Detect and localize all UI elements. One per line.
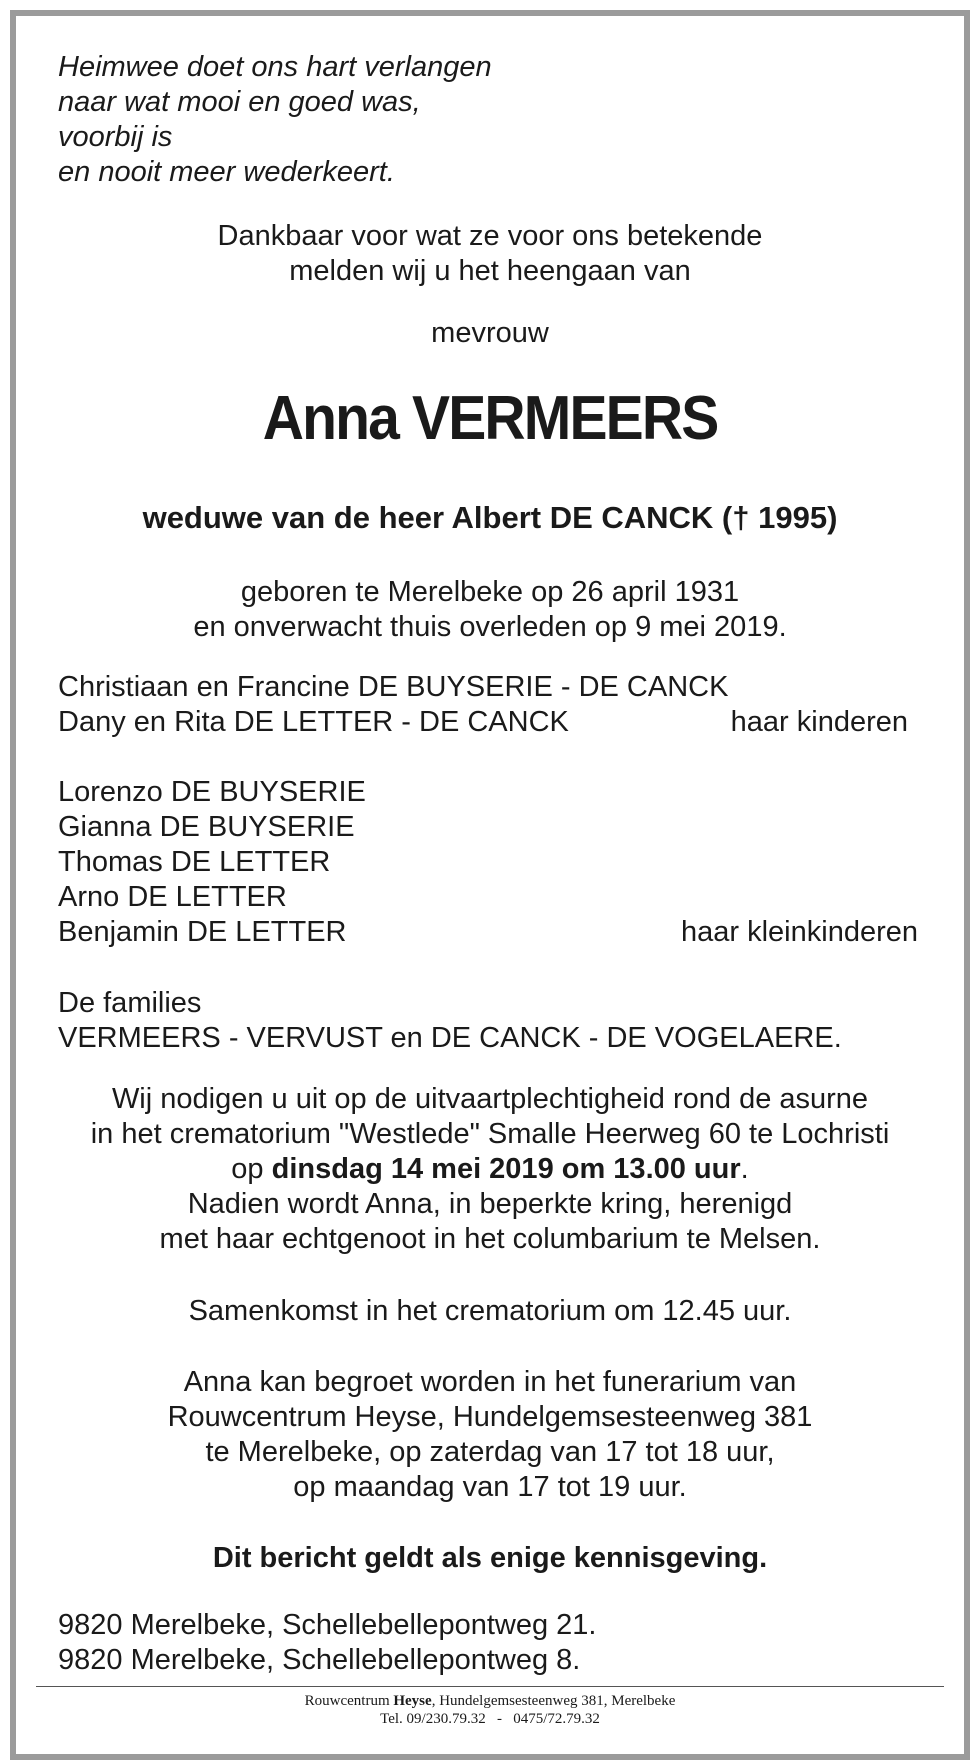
visitation xyxy=(0,1365,980,1505)
grandchild-name: Gianna DE BUYSERIE xyxy=(58,811,355,843)
address-line: 9820 Merelbeke, Schellebellepontweg 8. xyxy=(58,1644,581,1676)
visitation-line: Rouwcentrum Heyse, Hundelgemsesteenweg 381 xyxy=(167,1401,813,1433)
families-heading: De families xyxy=(58,987,202,1019)
footer xyxy=(0,1692,980,1728)
visitation-line: Anna kan begroet worden in het funerarium van xyxy=(183,1366,797,1398)
ceremony xyxy=(0,1082,980,1257)
intro-line: melden wij u het heengaan van xyxy=(289,255,691,287)
title-prefix: mevrouw xyxy=(431,317,549,349)
deceased-name-wrap xyxy=(0,382,980,456)
address-line: 9820 Merelbeke, Schellebellepontweg 21. xyxy=(58,1609,597,1641)
child-name: Christiaan en Francine DE BUYSERIE - DE CANCK xyxy=(58,671,729,703)
poem-line: Heimwee doet ons hart verlangen xyxy=(58,51,492,83)
footer-prefix: Rouwcentrum xyxy=(304,1693,394,1709)
grandchild-name: Arno DE LETTER xyxy=(58,881,287,913)
ceremony-line: Wij nodigen u uit op de uitvaartplechtigheid rond de asurne xyxy=(111,1083,869,1115)
death-line: en onverwacht thuis overleden op 9 mei 2019. xyxy=(193,611,787,643)
grandchild-name: Thomas DE LETTER xyxy=(58,846,331,878)
families-names: VERMEERS - VERVUST en DE CANCK - DE VOGELAERE. xyxy=(58,1022,842,1054)
widow-line: weduwe van de heer Albert DE CANCK († 1995) xyxy=(142,500,838,535)
footer-company-line xyxy=(0,1692,980,1710)
poem xyxy=(58,50,492,190)
poem-line: naar wat mooi en goed was, xyxy=(58,86,421,118)
birth-death xyxy=(0,575,980,645)
birth-line: geboren te Merelbeke op 26 april 1931 xyxy=(240,576,740,608)
visitation-line: op maandag van 17 tot 19 uur. xyxy=(293,1471,687,1503)
children-list xyxy=(58,670,728,740)
notice-statement: Dit bericht geldt als enige kennisgeving. xyxy=(212,1542,768,1574)
grandchildren-label: haar kleinkinderen xyxy=(681,916,918,948)
ceremony-line: met haar echtgenoot in het columbarium te Melsen. xyxy=(159,1223,821,1255)
child-name: Dany en Rita DE LETTER - DE CANCK xyxy=(58,706,569,738)
grandchild-name: Benjamin DE LETTER xyxy=(58,916,347,948)
addresses xyxy=(58,1608,596,1678)
grandchild-name: Lorenzo DE BUYSERIE xyxy=(58,776,366,808)
ceremony-date-prefix: op xyxy=(231,1153,272,1185)
footer-phone: Tel. 09/230.79.32 - 0475/72.79.32 xyxy=(380,1711,600,1727)
visitation-line: te Merelbeke, op zaterdag van 17 tot 18 uur, xyxy=(205,1436,775,1468)
intro-line: Dankbaar voor wat ze voor ons betekende xyxy=(217,220,763,252)
footer-address: , Hundelgemsesteenweg 381, Merelbeke xyxy=(431,1693,676,1709)
footer-brand: Heyse xyxy=(393,1693,432,1709)
deceased-name: Anna VERMEERS xyxy=(262,384,718,453)
ceremony-line: Nadien wordt Anna, in beperkte kring, herenigd xyxy=(187,1188,793,1220)
gathering: Samenkomst in het crematorium om 12.45 uur. xyxy=(188,1295,792,1327)
ceremony-date-line xyxy=(0,1152,980,1187)
poem-line: voorbij is xyxy=(58,121,173,153)
intro xyxy=(0,219,980,289)
footer-divider xyxy=(36,1686,944,1687)
ceremony-date: dinsdag 14 mei 2019 om 13.00 uur xyxy=(271,1153,741,1185)
poem-line: en nooit meer wederkeert. xyxy=(58,156,395,188)
families xyxy=(58,986,842,1056)
ceremony-line: in het crematorium "Westlede" Smalle Heerweg 60 te Lochristi xyxy=(90,1118,890,1150)
grandchildren-list xyxy=(58,775,366,950)
children-label: haar kinderen xyxy=(730,706,908,738)
ceremony-date-suffix: . xyxy=(740,1153,749,1185)
